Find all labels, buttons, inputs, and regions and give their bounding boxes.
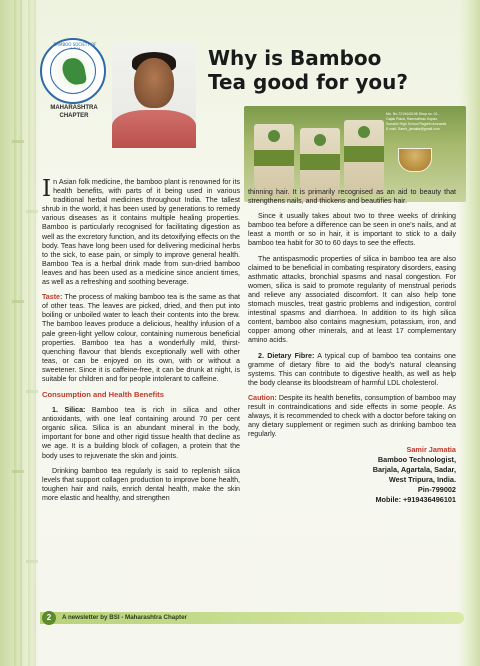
drop-cap: I: [42, 176, 52, 202]
bamboo-stalk: [28, 0, 36, 666]
author-face: [134, 58, 174, 108]
caption-line-1: Mo. No.7219443198 Shop no. 01,: [386, 112, 439, 116]
taste-paragraph: [42, 293, 240, 384]
caption-line-3: Sonakhi High School Rajpeth Amravati.: [386, 122, 448, 126]
chapter-line-2: CHAPTER: [59, 113, 89, 119]
footer-text: A newsletter by BSI - Maharashtra Chapter: [62, 614, 187, 621]
logo-text: BAMBOO SOCIETY OF: [53, 42, 97, 47]
logo-emblem: [50, 48, 96, 94]
section-heading: Consumption and Health Benefits: [42, 390, 164, 400]
tea-cup-image: [398, 148, 432, 172]
caution-lead: Caution:: [248, 393, 277, 402]
thinning-paragraph: thinning hair. It is primarily recognised as an aid to beauty that strengthens nails, and thickens and beautifies hair.: [248, 188, 456, 206]
tea-pack: [344, 120, 384, 194]
bamboo-border-right: [458, 0, 480, 666]
product-caption: [386, 112, 466, 132]
article-column-right: [248, 188, 456, 505]
intro-paragraph: [42, 178, 240, 287]
india-map-icon: [61, 56, 87, 86]
title-line-1: Why is Bamboo: [208, 46, 382, 70]
author-photo: [112, 44, 196, 148]
bamboo-stalk: [14, 0, 22, 666]
fibre-text: A typical cup of bamboo tea contains one gramme of dietary fibre to aid the body's natural cleansing systems. This can contribute to digestive health, as well as help the body cleanse its bloodstream of harmful LDL cholesterol.: [248, 351, 456, 387]
antispasmodic-paragraph: The antispasmodic properties of silica in bamboo tea are also claimed to be beneficial in combating respiratory disorders, easing asthmatic attacks, bronchial spasms and nasal congestion. For women, silica is said to promote regularity of menstrual periods and relieve any associated discomfort. It can also help tone stomach muscles, treat gastric problems and indigestion, control intestinal spasms and diarrhoea. In addition to its high silica content, bamboo also contains magnesium, potassium, iron, and copper among other minerals, and at least 17 complementary amino acids.: [248, 254, 456, 345]
taste-lead: Taste:: [42, 293, 63, 302]
silica-text: Bamboo tea is rich in silica and other antioxidants, with one leaf containing around 70 per cent organic silica. Silica is an abundant mineral in the body, important for bone and other rigid tissue health that decline as we age. It is a building block of collagen, a protein that the body uses to rejuvenate the skin and joints.: [42, 406, 240, 460]
article-column-left: [42, 178, 240, 509]
author-address-2: West Tripura, India.: [388, 475, 456, 485]
author-pin: Pin-799002: [417, 485, 456, 495]
author-name: Samir Jamatia: [406, 445, 456, 455]
taste-text: The process of making bamboo tea is the same as that of other teas. The leaves are picked, dried, and then put into boiling or unboiled water to leach their contents into the brew. The bamboo leaves produce a delicious, healthy infusion of a pale green-light yellow colour, containing numerous beneficial properties. Bamboo tea has a wonderfully mild, thirst-quenching flavour that blends exceptionally well with other teas, or can be enjoyed on its own, with or without a sweetener. Since it is caffeine-free, it can be drunk at night, is suitable for children and for people intolerant to caffeine.: [42, 293, 240, 383]
article-title: [208, 46, 408, 94]
silica-lead: 1. Silica:: [52, 406, 86, 415]
author-signature: [248, 445, 456, 505]
page-number: 2: [42, 611, 56, 625]
title-line-2: Tea good for you?: [208, 70, 408, 94]
fibre-lead: 2. Dietary Fibre:: [258, 351, 315, 360]
drinking-paragraph: Drinking bamboo tea regularly is said to replenish silica levels that support collagen production to improve bone health, toughen hair and nails, enrich dental health, make the skin more elastic and healthy, and strengthen: [42, 466, 240, 502]
bsi-logo: [40, 38, 106, 104]
author-mobile: Mobile: +919436496101: [375, 495, 456, 505]
chapter-label: [40, 104, 108, 120]
tea-pack: [254, 124, 294, 198]
author-shirt: [112, 110, 196, 148]
fibre-paragraph: [248, 352, 456, 388]
caution-paragraph: [248, 394, 456, 439]
author-title: Bamboo Technologist,: [377, 455, 456, 465]
author-address-1: Barjala, Agartala, Sadar,: [372, 465, 456, 475]
intro-text: n Asian folk medicine, the bamboo plant is renowned for its health benefits, with parts of it being used in various traditional herbal medicines throughout India. The tallest shrub in the world, it has been used by generations to remedy various diseases as it contains multiple healing properties. Bamboo is particularly recognised for facilitating digestion as well as the excretory function, and its detoxifying effects on the body. Teas have long been used for delivering medicinal herbs to the sick, to ease pain, or simply to improve general health. Bamboo Tea is a herbal drink made from sun-dried bamboo leaves and has been used as a medicine since ancient times, as well as a refreshing and soothing beverage.: [42, 178, 240, 287]
silica-paragraph: [42, 406, 240, 461]
caption-line-4: E-mail: Samir_jamatia@gmail.com: [386, 127, 440, 131]
caution-text: Despite its health benefits, consumption of bamboo may result in contraindications and side effects in some people. As always, it is recommended to check with a doctor before taking on any dietary supplement or regimen such as drinking bamboo tea regularly.: [248, 393, 456, 439]
weeks-paragraph: Since it usually takes about two to three weeks of drinking bamboo tea before a difference can be seen in one's nails, and at least a month or so in hair, it is important to stick to a daily bamboo tea habit for 30 to 60 days to see the effects.: [248, 212, 456, 248]
chapter-line-1: MAHARASHTRA: [50, 105, 98, 111]
caption-line-2: Gajak Plaza, Ramnathrao Kopan,: [386, 117, 439, 121]
